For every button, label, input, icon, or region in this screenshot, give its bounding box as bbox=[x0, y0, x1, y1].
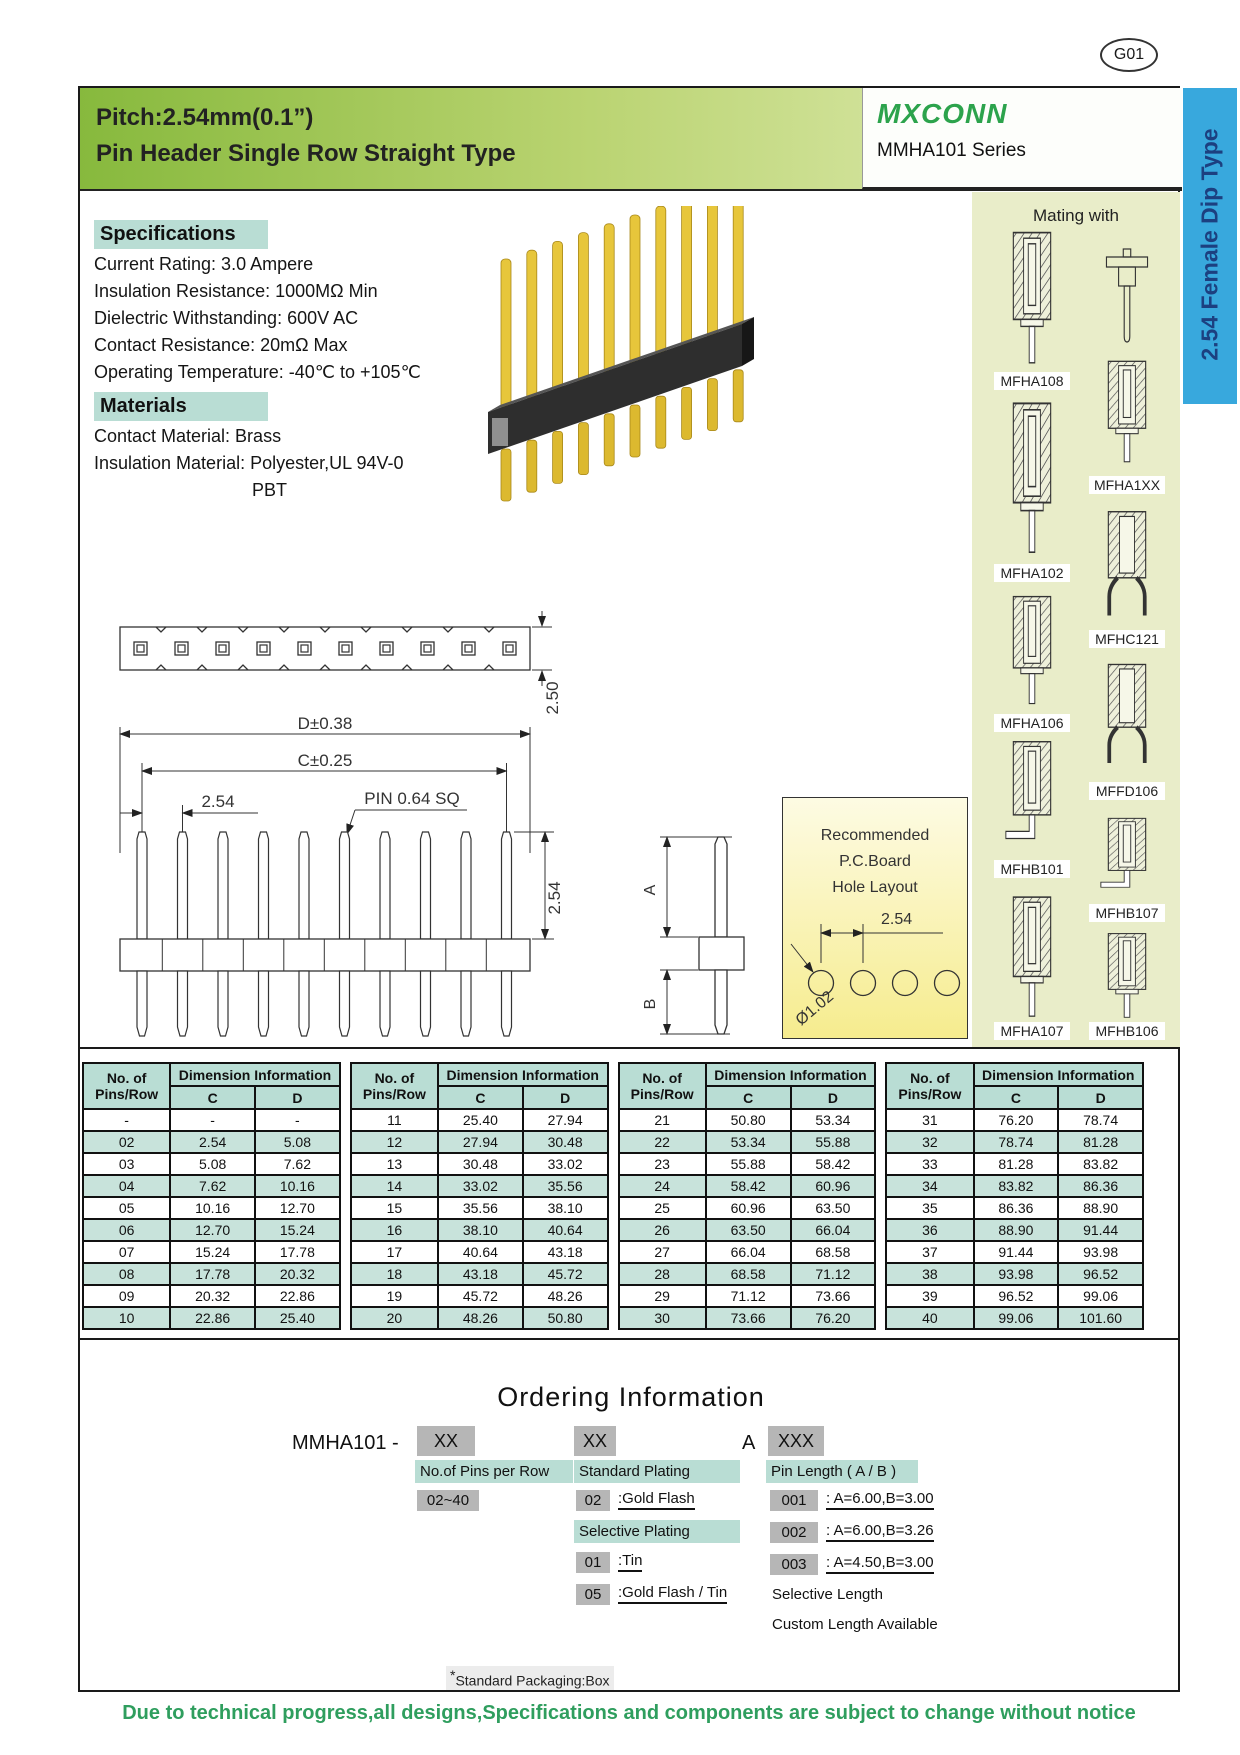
table-cell: 34 bbox=[886, 1175, 973, 1197]
table-row bbox=[886, 1153, 1143, 1175]
connector-straight-pin-icon bbox=[1099, 930, 1155, 1020]
table-cell: 22 bbox=[619, 1131, 706, 1153]
plating-desc: :Tin bbox=[618, 1552, 642, 1572]
table-row bbox=[351, 1285, 608, 1307]
table-cell: 76.20 bbox=[791, 1307, 876, 1329]
table-row bbox=[619, 1241, 876, 1263]
table-cell: 53.34 bbox=[706, 1131, 791, 1153]
series-name: MMHA101 Series bbox=[877, 140, 1026, 161]
table-cell: 45.72 bbox=[438, 1285, 523, 1307]
table-row bbox=[83, 1175, 340, 1197]
front-view-housing bbox=[120, 939, 530, 971]
plating-code-chip: 01 bbox=[576, 1552, 610, 1573]
plating-desc: :Gold Flash bbox=[618, 1490, 695, 1510]
table-group bbox=[618, 1062, 877, 1330]
table-cell: 04 bbox=[83, 1175, 170, 1197]
page-title-line1: Pitch:2.54mm(0.1”) bbox=[96, 104, 314, 131]
connector-straight-pin-icon bbox=[1099, 357, 1155, 465]
table-cell: 58.42 bbox=[791, 1153, 876, 1175]
packaging-note: *Standard Packaging:Box bbox=[446, 1666, 614, 1690]
table-cell: 30.48 bbox=[523, 1131, 608, 1153]
side-tab-label: 2.54 Female Dip Type bbox=[1196, 128, 1223, 361]
table-cell: 30 bbox=[619, 1307, 706, 1329]
connector-straight-pin-icon bbox=[1004, 397, 1060, 557]
pcb-dim-hole: Ø1.02 bbox=[792, 988, 837, 1030]
mating-title: Mating with bbox=[1033, 206, 1119, 225]
table-cell: 15.24 bbox=[255, 1219, 340, 1241]
table-row bbox=[619, 1263, 876, 1285]
table-cell: 30.48 bbox=[438, 1153, 523, 1175]
table-row bbox=[351, 1197, 608, 1219]
table-cell: 28 bbox=[619, 1263, 706, 1285]
table-cell: 63.50 bbox=[706, 1219, 791, 1241]
table-row bbox=[619, 1131, 876, 1153]
dim-c-label: C±0.25 bbox=[297, 751, 353, 770]
table-cell: 96.52 bbox=[1058, 1263, 1143, 1285]
table-row bbox=[83, 1307, 340, 1329]
table-cell: 76.20 bbox=[974, 1109, 1059, 1131]
table-row bbox=[619, 1175, 876, 1197]
table-group bbox=[885, 1062, 1144, 1330]
table-row bbox=[886, 1109, 1143, 1131]
table-cell: 73.66 bbox=[706, 1307, 791, 1329]
table-cell: 50.80 bbox=[706, 1109, 791, 1131]
plating-desc: :Gold Flash / Tin bbox=[618, 1584, 727, 1604]
length-code-chip: 003 bbox=[770, 1554, 818, 1575]
table-cell: 10.16 bbox=[170, 1197, 255, 1219]
table-cell: 2.54 bbox=[170, 1131, 255, 1153]
mating-item-label: MFHA1XX bbox=[1089, 476, 1165, 494]
col-header-pins: No. of Pins/Row bbox=[351, 1063, 438, 1109]
table-row bbox=[619, 1307, 876, 1329]
col-header-dim: Dimension Information bbox=[706, 1063, 875, 1086]
col-header-pins: No. of Pins/Row bbox=[83, 1063, 170, 1109]
section-divider bbox=[80, 1338, 1178, 1340]
table-cell: 25 bbox=[619, 1197, 706, 1219]
col-header-d: D bbox=[1058, 1086, 1143, 1109]
table-cell: 73.66 bbox=[791, 1285, 876, 1307]
length-desc: : A=6.00,B=3.26 bbox=[826, 1522, 934, 1542]
table-row bbox=[351, 1241, 608, 1263]
dim-tail-label: 2.54 bbox=[545, 881, 564, 915]
table-row bbox=[83, 1219, 340, 1241]
ordering-col1-label: No.of Pins per Row bbox=[415, 1460, 573, 1483]
table-cell: 10 bbox=[83, 1307, 170, 1329]
mating-panel bbox=[972, 192, 1180, 1047]
table-row bbox=[83, 1241, 340, 1263]
table-cell: 35.56 bbox=[438, 1197, 523, 1219]
table-cell: 38.10 bbox=[438, 1219, 523, 1241]
col-header-dim: Dimension Information bbox=[974, 1063, 1143, 1086]
order-box-plating: XX bbox=[574, 1426, 616, 1456]
table-cell: 27 bbox=[619, 1241, 706, 1263]
material-item: Insulation Material: Polyester,UL 94V-0 bbox=[94, 453, 404, 473]
table-row bbox=[351, 1131, 608, 1153]
plating-code-chip: 02 bbox=[576, 1490, 610, 1511]
table-row bbox=[351, 1307, 608, 1329]
pcb-line3: Hole Layout bbox=[832, 879, 918, 896]
table-cell: 18 bbox=[351, 1263, 438, 1285]
table-cell: 23 bbox=[619, 1153, 706, 1175]
col-header-c: C bbox=[706, 1086, 791, 1109]
technical-drawing-front-view bbox=[90, 603, 590, 1053]
mating-item-label: MFHB106 bbox=[1089, 1022, 1165, 1040]
table-row bbox=[619, 1219, 876, 1241]
table-cell: 7.62 bbox=[255, 1153, 340, 1175]
part-number-prefix: MMHA101 - bbox=[292, 1432, 399, 1454]
table-cell: 78.74 bbox=[1058, 1109, 1143, 1131]
table-cell: 55.88 bbox=[791, 1131, 876, 1153]
table-cell: 93.98 bbox=[1058, 1241, 1143, 1263]
col-header-pins: No. of Pins/Row bbox=[619, 1063, 706, 1109]
male-pin-plug-icon bbox=[1099, 248, 1155, 348]
spec-item: Insulation Resistance: 1000MΩ Min bbox=[94, 281, 378, 301]
table-row bbox=[83, 1109, 340, 1131]
table-cell: 31 bbox=[886, 1109, 973, 1131]
table-cell: 11 bbox=[351, 1109, 438, 1131]
table-row bbox=[351, 1263, 608, 1285]
connector-bent-pin-icon bbox=[1099, 815, 1155, 899]
table-cell: 81.28 bbox=[1058, 1131, 1143, 1153]
product-3d-render bbox=[480, 206, 820, 506]
table-row bbox=[886, 1263, 1143, 1285]
spec-item: Contact Resistance: 20mΩ Max bbox=[94, 335, 348, 355]
dim-pitch-label: 2.54 bbox=[201, 792, 235, 811]
table-cell: 25.40 bbox=[438, 1109, 523, 1131]
dim-a-label: A bbox=[642, 884, 659, 896]
specifications-heading: Specifications bbox=[94, 220, 268, 249]
table-cell: 39 bbox=[886, 1285, 973, 1307]
table-cell: 83.82 bbox=[974, 1175, 1059, 1197]
table-cell: 86.36 bbox=[1058, 1175, 1143, 1197]
table-cell: 53.34 bbox=[791, 1109, 876, 1131]
table-cell: 03 bbox=[83, 1153, 170, 1175]
table-cell: - bbox=[83, 1109, 170, 1131]
table-cell: 20.32 bbox=[255, 1263, 340, 1285]
table-cell: 17 bbox=[351, 1241, 438, 1263]
pcb-line1: Recommended bbox=[820, 827, 930, 844]
table-cell: 101.60 bbox=[1058, 1307, 1143, 1329]
mating-item-label: MFHB101 bbox=[994, 860, 1070, 878]
table-cell: 66.04 bbox=[706, 1241, 791, 1263]
pcb-holes bbox=[809, 971, 960, 996]
table-row bbox=[619, 1285, 876, 1307]
table-row bbox=[886, 1197, 1143, 1219]
footer-note: Due to technical progress,all designs,Specifications and components are subject to change without notice bbox=[122, 1702, 1136, 1724]
table-cell: 07 bbox=[83, 1241, 170, 1263]
length-desc: : A=6.00,B=3.00 bbox=[826, 1490, 934, 1510]
dim-b-label: B bbox=[642, 998, 659, 1010]
table-cell: 12 bbox=[351, 1131, 438, 1153]
table-cell: 12.70 bbox=[170, 1219, 255, 1241]
connector-straight-pin-icon bbox=[1004, 227, 1060, 367]
table-row bbox=[886, 1219, 1143, 1241]
table-cell: 58.42 bbox=[706, 1175, 791, 1197]
material-item: Contact Material: Brass bbox=[94, 426, 282, 446]
table-cell: - bbox=[255, 1109, 340, 1131]
table-group bbox=[82, 1062, 341, 1330]
side-view-pin-top bbox=[715, 837, 727, 937]
table-cell: 99.06 bbox=[1058, 1285, 1143, 1307]
table-cell: 19 bbox=[351, 1285, 438, 1307]
table-row bbox=[83, 1197, 340, 1219]
table-cell: 15 bbox=[351, 1197, 438, 1219]
table-cell: 16 bbox=[351, 1219, 438, 1241]
table-cell: 45.72 bbox=[523, 1263, 608, 1285]
materials-heading: Materials bbox=[94, 392, 268, 421]
length-code-chip: 001 bbox=[770, 1490, 818, 1511]
table-cell: 24 bbox=[619, 1175, 706, 1197]
table-cell: 20 bbox=[351, 1307, 438, 1329]
table-cell: 38.10 bbox=[523, 1197, 608, 1219]
col-header-dim: Dimension Information bbox=[438, 1063, 607, 1086]
table-cell: 10.16 bbox=[255, 1175, 340, 1197]
brand-logo: MXCONN bbox=[877, 98, 1008, 129]
table-row bbox=[619, 1109, 876, 1131]
spec-item: Operating Temperature: -40℃ to +105℃ bbox=[94, 362, 421, 382]
col-header-d: D bbox=[523, 1086, 608, 1109]
table-cell: 88.90 bbox=[1058, 1197, 1143, 1219]
table-cell: 48.26 bbox=[523, 1285, 608, 1307]
table-cell: 40 bbox=[886, 1307, 973, 1329]
order-box-pins: XX bbox=[417, 1426, 475, 1456]
table-row bbox=[351, 1153, 608, 1175]
col-header-c: C bbox=[170, 1086, 255, 1109]
table-cell: 81.28 bbox=[974, 1153, 1059, 1175]
table-cell: 71.12 bbox=[791, 1263, 876, 1285]
page-code-badge: G01 bbox=[1100, 38, 1158, 72]
section-divider bbox=[80, 1047, 1178, 1049]
table-cell: 60.96 bbox=[791, 1175, 876, 1197]
table-cell: 15.24 bbox=[170, 1241, 255, 1263]
table-cell: 63.50 bbox=[791, 1197, 876, 1219]
table-cell: 68.58 bbox=[706, 1263, 791, 1285]
col-header-dim: Dimension Information bbox=[170, 1063, 339, 1086]
spec-item: Dielectric Withstanding: 600V AC bbox=[94, 308, 359, 328]
col-header-d: D bbox=[255, 1086, 340, 1109]
table-cell: 40.64 bbox=[438, 1241, 523, 1263]
front-view-pins bbox=[137, 832, 512, 939]
pin-header-body-front bbox=[488, 324, 742, 454]
technical-drawing-side-view bbox=[642, 802, 772, 1052]
table-cell: 09 bbox=[83, 1285, 170, 1307]
pins-range-chip: 02~40 bbox=[417, 1490, 479, 1511]
table-cell: 43.18 bbox=[523, 1241, 608, 1263]
spec-item: Current Rating: 3.0 Ampere bbox=[94, 254, 314, 274]
col-header-c: C bbox=[974, 1086, 1059, 1109]
table-cell: 7.62 bbox=[170, 1175, 255, 1197]
connector-straight-pin-icon bbox=[1004, 592, 1060, 707]
length-code-chip: 002 bbox=[770, 1522, 818, 1543]
col-header-c: C bbox=[438, 1086, 523, 1109]
side-view-pin-bottom bbox=[715, 970, 727, 1034]
connector-splayed-legs-icon bbox=[1099, 507, 1155, 625]
table-cell: 22.86 bbox=[255, 1285, 340, 1307]
table-row bbox=[83, 1285, 340, 1307]
mating-item-label: MFFD106 bbox=[1089, 782, 1165, 800]
table-cell: 35.56 bbox=[523, 1175, 608, 1197]
table-row bbox=[619, 1153, 876, 1175]
mating-item-label: MFHA106 bbox=[994, 714, 1070, 732]
connector-bent-pin-icon bbox=[1004, 737, 1060, 855]
ordering-col2-label2: Selective Plating bbox=[574, 1520, 740, 1543]
table-cell: 14 bbox=[351, 1175, 438, 1197]
length-note: Custom Length Available bbox=[772, 1616, 938, 1633]
table-cell: 06 bbox=[83, 1219, 170, 1241]
pin-note-label: PIN 0.64 SQ bbox=[364, 789, 460, 808]
table-cell: 02 bbox=[83, 1131, 170, 1153]
table-row bbox=[351, 1219, 608, 1241]
table-cell: 32 bbox=[886, 1131, 973, 1153]
material-item: PBT bbox=[252, 480, 288, 500]
table-cell: 13 bbox=[351, 1153, 438, 1175]
table-cell: 17.78 bbox=[255, 1241, 340, 1263]
mating-item-label: MFHB107 bbox=[1089, 904, 1165, 922]
pin-contact-highlight bbox=[492, 418, 508, 446]
table-cell: 22.86 bbox=[170, 1307, 255, 1329]
order-box-length: XXX bbox=[768, 1426, 824, 1456]
table-cell: 12.70 bbox=[255, 1197, 340, 1219]
table-cell: 99.06 bbox=[974, 1307, 1059, 1329]
ordering-col2-label: Standard Plating bbox=[574, 1460, 740, 1483]
table-row bbox=[886, 1307, 1143, 1329]
ordering-col3-label: Pin Length ( A / B ) bbox=[766, 1460, 918, 1483]
table-row bbox=[886, 1131, 1143, 1153]
plating-code-chip: 05 bbox=[576, 1584, 610, 1605]
table-cell: 36 bbox=[886, 1219, 973, 1241]
table-cell: 43.18 bbox=[438, 1263, 523, 1285]
top-view-pin-holes bbox=[134, 642, 516, 655]
connector-splayed-legs-icon bbox=[1099, 660, 1155, 772]
table-cell: 27.94 bbox=[438, 1131, 523, 1153]
table-cell: 25.40 bbox=[255, 1307, 340, 1329]
mating-item-label: MFHA107 bbox=[994, 1022, 1070, 1040]
table-row bbox=[619, 1197, 876, 1219]
dim-d-label: D±0.38 bbox=[297, 714, 353, 733]
content-frame bbox=[78, 86, 1180, 1692]
mating-item-label: MFHA102 bbox=[994, 564, 1070, 582]
order-box-a-prefix: A bbox=[742, 1432, 756, 1454]
side-tab bbox=[1183, 88, 1237, 404]
mating-item-label: MFHC121 bbox=[1089, 630, 1165, 648]
table-cell: 71.12 bbox=[706, 1285, 791, 1307]
top-view-housing bbox=[120, 627, 530, 670]
dimension-tables bbox=[82, 1062, 1144, 1330]
table-cell: 91.44 bbox=[1058, 1219, 1143, 1241]
pcb-layout-box bbox=[782, 797, 968, 1039]
page-title-line2: Pin Header Single Row Straight Type bbox=[96, 140, 516, 167]
length-note: Selective Length bbox=[772, 1586, 883, 1603]
table-row bbox=[886, 1241, 1143, 1263]
table-cell: 26 bbox=[619, 1219, 706, 1241]
connector-straight-pin-icon bbox=[1004, 892, 1060, 1020]
dim-housing-width-label: 2.50 bbox=[543, 681, 562, 715]
table-row bbox=[83, 1131, 340, 1153]
table-row bbox=[351, 1175, 608, 1197]
table-cell: 86.36 bbox=[974, 1197, 1059, 1219]
table-cell: 68.58 bbox=[791, 1241, 876, 1263]
table-cell: 60.96 bbox=[706, 1197, 791, 1219]
table-cell: 5.08 bbox=[170, 1153, 255, 1175]
table-row bbox=[351, 1109, 608, 1131]
front-view-lower-pins bbox=[137, 971, 512, 1036]
brand-box bbox=[862, 88, 1182, 189]
table-group bbox=[350, 1062, 609, 1330]
table-cell: 05 bbox=[83, 1197, 170, 1219]
table-cell: 40.64 bbox=[523, 1219, 608, 1241]
table-cell: 50.80 bbox=[523, 1307, 608, 1329]
table-cell: 96.52 bbox=[974, 1285, 1059, 1307]
table-cell: 38 bbox=[886, 1263, 973, 1285]
length-desc: : A=4.50,B=3.00 bbox=[826, 1554, 934, 1574]
table-row bbox=[886, 1285, 1143, 1307]
pcb-dim-pitch: 2.54 bbox=[881, 911, 913, 928]
table-cell: 33 bbox=[886, 1153, 973, 1175]
table-cell: 21 bbox=[619, 1109, 706, 1131]
table-row bbox=[83, 1263, 340, 1285]
ordering-title: Ordering Information bbox=[497, 1382, 765, 1412]
table-cell: 37 bbox=[886, 1241, 973, 1263]
table-cell: 48.26 bbox=[438, 1307, 523, 1329]
table-cell: 78.74 bbox=[974, 1131, 1059, 1153]
table-cell: 20.32 bbox=[170, 1285, 255, 1307]
mating-item-label: MFHA108 bbox=[994, 372, 1070, 390]
table-cell: 29 bbox=[619, 1285, 706, 1307]
table-cell: - bbox=[170, 1109, 255, 1131]
table-cell: 66.04 bbox=[791, 1219, 876, 1241]
table-cell: 91.44 bbox=[974, 1241, 1059, 1263]
table-cell: 35 bbox=[886, 1197, 973, 1219]
table-cell: 33.02 bbox=[438, 1175, 523, 1197]
table-cell: 27.94 bbox=[523, 1109, 608, 1131]
table-row bbox=[886, 1175, 1143, 1197]
col-header-d: D bbox=[791, 1086, 876, 1109]
table-cell: 83.82 bbox=[1058, 1153, 1143, 1175]
table-row bbox=[83, 1153, 340, 1175]
table-cell: 08 bbox=[83, 1263, 170, 1285]
table-cell: 33.02 bbox=[523, 1153, 608, 1175]
col-header-pins: No. of Pins/Row bbox=[886, 1063, 973, 1109]
pin-header-body-side bbox=[742, 317, 754, 366]
table-cell: 17.78 bbox=[170, 1263, 255, 1285]
pcb-line2: P.C.Board bbox=[839, 853, 911, 870]
table-cell: 88.90 bbox=[974, 1219, 1059, 1241]
side-view-body bbox=[699, 937, 744, 970]
table-cell: 5.08 bbox=[255, 1131, 340, 1153]
table-cell: 55.88 bbox=[706, 1153, 791, 1175]
table-cell: 93.98 bbox=[974, 1263, 1059, 1285]
